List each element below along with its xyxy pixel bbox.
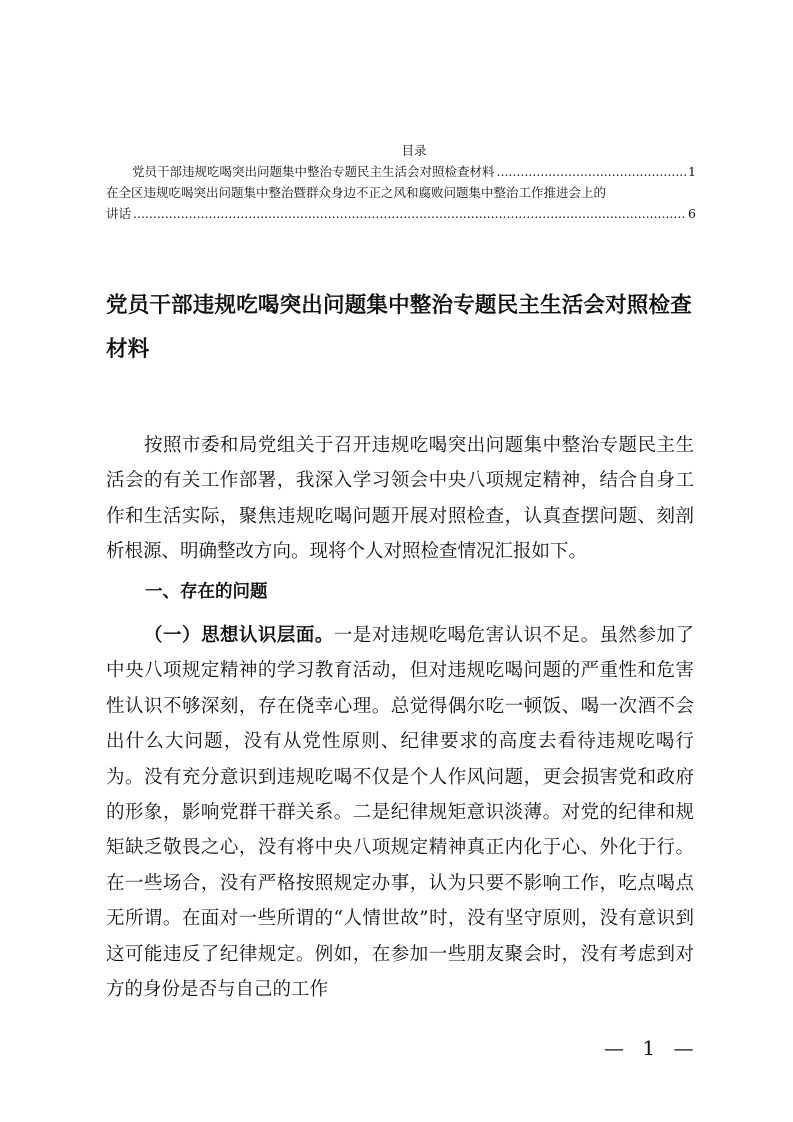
toc-title: 目录 bbox=[401, 143, 427, 158]
toc-entry-2-text-line1: 在全区违规吃喝突出问题集中整治暨群众身边不正之风和腐败问题集中整治工作推进会上的 bbox=[106, 185, 607, 200]
toc-entry-1-text: 党员干部违规吃喝突出问题集中整治专题民主生活会对照检查材料 bbox=[132, 164, 495, 179]
intro-paragraph: 按照市委和局党组关于召开违规吃喝突出问题集中整治专题民主生活会的有关工作部署，我深入学习领会中央八项规定精神，结合自身工作和生活实际，聚焦违规吃喝问题开展对照检查，认真查摆问题、刻剖析根源、明确整改方向。现将个人对照检查情况汇报如下。 bbox=[106, 435, 694, 563]
subsection-paragraph-ideology bbox=[106, 618, 694, 1007]
document-title: 党员干部违规吃喝突出问题集中整治专题民主生活会对照检查材料 bbox=[106, 293, 692, 362]
section-heading-problems: 一、存在的问题 bbox=[145, 582, 268, 602]
toc-leader-dots bbox=[497, 161, 687, 182]
toc-entry-2-page: 6 bbox=[688, 206, 696, 221]
toc-entry-2[interactable] bbox=[106, 182, 696, 203]
toc-leader-dots bbox=[133, 203, 686, 224]
table-of-contents bbox=[106, 140, 696, 224]
toc-entry-2-text-line2: 讲话 bbox=[106, 206, 132, 221]
toc-entry-1[interactable] bbox=[132, 161, 696, 182]
toc-entry-2-continued[interactable] bbox=[106, 203, 696, 224]
subsection-body: 一是对违规吃喝危害认识不足。虽然参加了中央八项规定精神的学习教育活动，但对违规吃喝问题的严重性和危害性认识不够深刻，存在侥幸心理。总觉得偶尔吃一顿饭、喝一次酒不会出什么大问题，没有从党性原则、纪律要求的高度去看待违规吃喝行为。没有充分意识到违规吃喝不仅是个人作风问题，更会损害党和政府的形象，影响党群干群关系。二是纪律规矩意识淡薄。对党的纪律和规矩缺乏敬畏之心，没有将中央八项规定精神真正内化于心、外化于行。在一些场合，没有严格按照规定办事，认为只要不影响工作，吃点喝点无所谓。在面对一些所谓的“人情世故”时，没有坚守原则，没有意识到这可能违反了纪律规定。例如，在参加一些朋友聚会时，没有考虑到对方的身份是否与自己的工作 bbox=[106, 625, 694, 1001]
toc-entry-1-page: 1 bbox=[688, 164, 696, 179]
page-number: — 1 — bbox=[604, 1036, 700, 1060]
subsection-lead: （一）思想认识层面。 bbox=[144, 625, 334, 646]
